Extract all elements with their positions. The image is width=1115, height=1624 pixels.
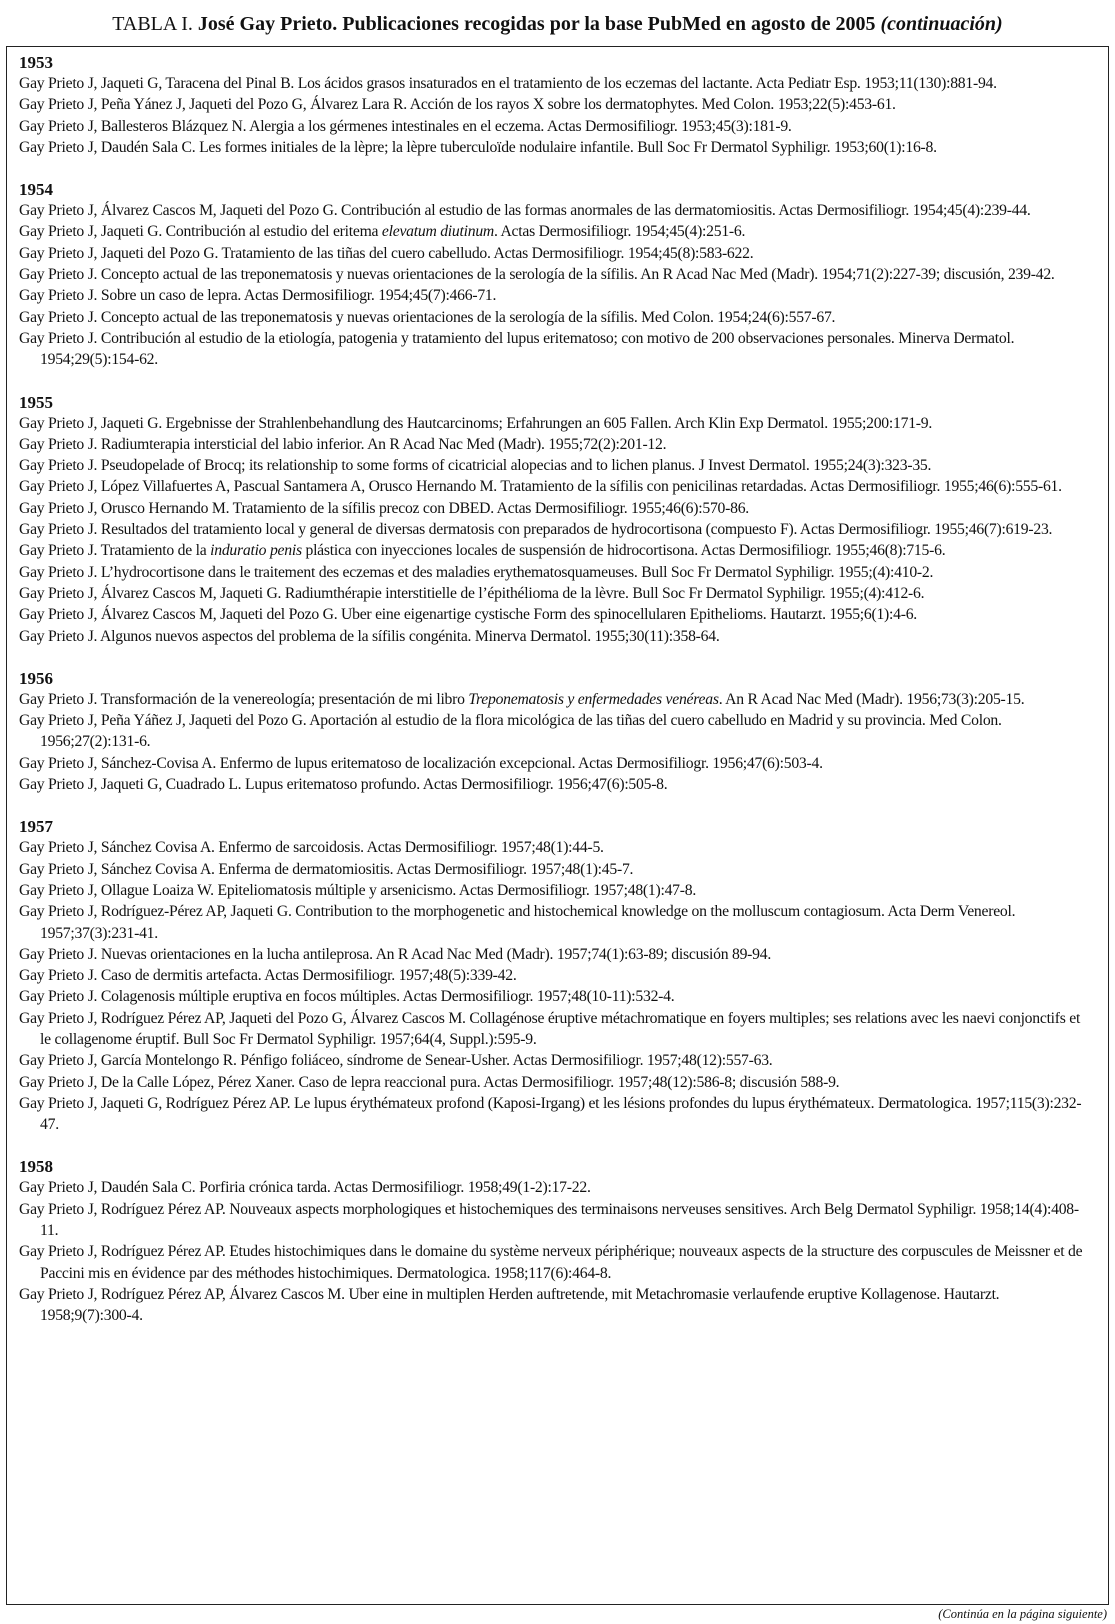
publication-entry: Gay Prieto J, Sánchez Covisa A. Enfermo de sarcoidosis. Actas Dermosifiliogr. 1957;48(1):44-5.	[19, 839, 604, 857]
publication-entry: Gay Prieto J. Colagenosis múltiple eruptiva en focos múltiples. Actas Dermosifiliogr. 1957;48(10-11):532-4.	[19, 988, 675, 1006]
publication-entry: Gay Prieto J, García Montelongo R. Pénfigo foliáceo, síndrome de Senear-Usher. Actas Dermosifiliogr. 1957;48(12):557-63.	[19, 1052, 773, 1070]
publication-entry: Gay Prieto J, Rodríguez-Pérez AP, Jaqueti G. Contribution to the morphogenetic and histochemical knowledge on the molluscum contagiosum. Acta Derm Venereol. 1957;37(3):231-41.	[19, 903, 1016, 942]
year-heading: 1957	[19, 817, 53, 837]
table-caption: José Gay Prieto. Publicaciones recogidas por la base PubMed en agosto de 2005	[197, 13, 876, 35]
publication-entry: Gay Prieto J. Concepto actual de las treponematosis y nuevas orientaciones de la serología de la sífilis. Med Colon. 1954;24(6):557-67.	[19, 308, 836, 326]
year-section	[19, 669, 1094, 795]
publication-entry: Gay Prieto J, Daudén Sala C. Porfiria crónica tarda. Actas Dermosifiliogr. 1958;49(1-2):17-22.	[19, 1179, 591, 1197]
publication-entry: Gay Prieto J, Sánchez Covisa A. Enferma de dermatomiositis. Actas Dermosifiliogr. 1957;48(1):45-7.	[19, 860, 634, 878]
publication-entry: Gay Prieto J, Daudén Sala C. Les formes initiales de la lèpre; la lèpre tuberculoïde nodulaire infantile. Bull Soc Fr Dermatol Syphiligr. 1953;60(1):16-8.	[19, 138, 937, 156]
publication-entry: Gay Prieto J, Álvarez Cascos M, Jaqueti del Pozo G. Contribución al estudio de las formas anormales de las dermatomiositis. Actas Dermosifiliogr. 1954;45(4):239-44.	[19, 202, 1031, 220]
publication-entry: Gay Prieto J, Ollague Loaiza W. Epiteliomatosis múltiple y arsenicismo. Actas Dermosifiliogr. 1957;48(1):47-8.	[19, 881, 697, 899]
table-title	[0, 10, 1115, 38]
publication-entry: Gay Prieto J, Álvarez Cascos M, Jaqueti del Pozo G. Uber eine eigenartige cystische Form des spinocellularen Epithelioms. Hautarzt. 1955;6(1):4-6.	[19, 606, 917, 624]
year-section	[19, 180, 1094, 370]
publication-entry: Gay Prieto J, Rodríguez Pérez AP. Nouveaux aspects morphologiques et histochemiques des terminaisons nerveuses sensitives. Arch Belg Dermatol Syphiligr. 1958;14(4):408-11.	[19, 1200, 1079, 1240]
entry-text: . An R Acad Nac Med (Madr). 1956;73(3):205-15.	[718, 690, 1025, 708]
publication-entry	[19, 540, 1094, 561]
publication-entry: Gay Prieto J. Pseudopelade of Brocq; its relationship to some forms of cicatricial alopecias and to lichen planus. J Invest Dermatol. 1955;24(3):323-35.	[19, 457, 932, 475]
entry-text: plástica con inyecciones locales de suspensión de hidrocortisona. Actas Dermosifiliogr. 1955;46(8):715-6.	[301, 542, 946, 560]
entry-text: Gay Prieto J. Tratamiento de la	[19, 542, 211, 560]
publication-entry: Gay Prieto J, López Villafuertes A, Pascual Santamera A, Orusco Hernando M. Tratamiento de la sífilis con penicilinas retardadas. Actas Dermosifiliogr. 1955;46(6):555-61.	[19, 478, 1062, 496]
publication-entry: Gay Prieto J, De la Calle López, Pérez Xaner. Caso de lepra reaccional pura. Actas Dermosifiliogr. 1957;48(12):586-8; discusión 588-9.	[19, 1073, 840, 1091]
publication-entry	[19, 221, 1094, 242]
publication-entry: Gay Prieto J, Orusco Hernando M. Tratamiento de la sífilis precoz con DBED. Actas Dermosifiliogr. 1955;46(6):570-86.	[19, 499, 749, 517]
publication-entry: Gay Prieto J. Resultados del tratamiento local y general de diversas dermatosis con preparados de hydrocortisona (compuesto F). Actas Dermosifiliogr. 1955;46(7):619-23.	[19, 521, 1053, 539]
year-section	[19, 393, 1094, 647]
year-heading: 1955	[19, 392, 53, 412]
year-heading: 1954	[19, 180, 53, 200]
publication-entry	[19, 689, 1094, 710]
publication-entry: Gay Prieto J, Jaqueti G. Ergebnisse der Strahlenbehandlung des Hautcarcinoms; Erfahrungen an 605 Fallen. Arch Klin Exp Dermatol. 1955;200:171-9.	[19, 414, 933, 432]
publication-entry: Gay Prieto J. Radiumterapia intersticial del labio inferior. An R Acad Nac Med (Madr). 1955;72(2):201-12.	[19, 435, 667, 453]
publication-entry: Gay Prieto J, Jaqueti G, Taracena del Pinal B. Los ácidos grasos insaturados en el tratamiento de los eczemas del lactante. Acta Pediatr Esp. 1953;11(130):881-94.	[19, 75, 997, 92]
publication-entry: Gay Prieto J. L’hydrocortisone dans le traitement des eczemas et des maladies erythematosquameuses. Bull Soc Fr Dermatol Syphiligr. 1955;(4):410-2.	[19, 563, 934, 581]
year-heading: 1956	[19, 668, 53, 688]
continuation-note: (continuación)	[880, 13, 1003, 35]
publications-table	[6, 46, 1109, 1605]
publication-entry: Gay Prieto J, Jaqueti del Pozo G. Tratamiento de las tiñas del cuero cabelludo. Actas Dermosifiliogr. 1954;45(8):583-622.	[19, 244, 754, 262]
publication-entry: Gay Prieto J, Sánchez-Covisa A. Enfermo de lupus eritematoso de localización excepcional. Actas Dermosifiliogr. 1956;47(6):503-4.	[19, 754, 823, 772]
table-label: TABLA I.	[112, 13, 193, 35]
publication-entry: Gay Prieto J, Jaqueti G, Rodríguez Pérez AP. Le lupus érythémateux profond (Kaposi-Irgang) et les lésions profondes du lupus érythémateux. Dermatologica. 1957;115(3):232-47.	[19, 1094, 1082, 1134]
publication-entry: Gay Prieto J. Caso de dermitis artefacta. Actas Dermosifiliogr. 1957;48(5):339-42.	[19, 967, 517, 985]
publication-entry: Gay Prieto J, Rodríguez Pérez AP, Álvarez Cascos M. Uber eine in multiplen Herden auftretende, mit Metachromasie verlaufende eruptive Kollagenose. Hautarzt. 1958;9(7):300-4.	[19, 1285, 1000, 1325]
entry-italic-term: induratio penis	[210, 542, 302, 560]
publication-entry: Gay Prieto J. Contribución al estudio de la etiología, patogenia y tratamiento del lupus eritematoso; con motivo de 200 observaciones personales. Minerva Dermatol. 1954;29(5):154-62.	[19, 329, 1015, 369]
year-section	[19, 817, 1094, 1135]
publication-entry: Gay Prieto J. Concepto actual de las treponematosis y nuevas orientaciones de la serología de la sífilis. An R Acad Nac Med (Madr). 1954;71(2):227-39; discusión, 239-42.	[19, 266, 1055, 284]
publication-entry: Gay Prieto J. Algunos nuevos aspectos del problema de la sífilis congénita. Minerva Dermatol. 1955;30(11):358-64.	[19, 627, 720, 645]
entry-text: Gay Prieto J. Transformación de la venereología; presentación de mi libro	[19, 690, 469, 708]
publication-entry: Gay Prieto J, Peña Yánez J, Jaqueti del Pozo G, Álvarez Lara R. Acción de los rayos X sobre los dermatophytes. Med Colon. 1953;22(5):453-61.	[19, 96, 896, 114]
publication-entry: Gay Prieto J, Peña Yáñez J, Jaqueti del Pozo G. Aportación al estudio de la flora micológica de las tiñas del cuero cabelludo en Madrid y su provincia. Med Colon. 1956;27(2):131-6.	[19, 712, 1002, 751]
year-heading: 1953	[19, 53, 53, 72]
year-section	[19, 1157, 1094, 1326]
entry-text: Gay Prieto J, Jaqueti G. Contribución al estudio del eritema	[19, 223, 382, 241]
year-section	[19, 53, 1094, 158]
entry-italic-term: elevatum diutinum	[381, 223, 494, 241]
entry-italic-term: Treponematosis y enfermedades venéreas	[468, 690, 719, 708]
continued-footer: (Continúa en la página siguiente)	[938, 1607, 1107, 1621]
publication-entry: Gay Prieto J. Nuevas orientaciones en la lucha antileprosa. An R Acad Nac Med (Madr). 1957;74(1):63-89; discusión 89-94.	[19, 945, 772, 963]
publication-entry: Gay Prieto J, Rodríguez Pérez AP, Jaqueti del Pozo G, Álvarez Cascos M. Collagénose éruptive métachromatique en foyers multiples; ses relations avec les naevi conjonctifs et le collagenome éruptif. Bull Soc Fr Dermatol Syphiligr. 1957;64(4, Suppl.):595-9.	[19, 1009, 1081, 1048]
publication-entry: Gay Prieto J, Ballesteros Blázquez N. Alergia a los gérmenes intestinales en el eczema. Actas Dermosifiliogr. 1953;45(3):181-9.	[19, 117, 792, 135]
publication-entry: Gay Prieto J, Rodríguez Pérez AP. Etudes histochimiques dans le domaine du système nerveux périphérique; nouveaux aspects de la structure des corpuscules de Meissner et de Paccini mis en évidence par des méthodes histochimiques. Dermatologica. 1958;117(6):464-8.	[19, 1243, 1083, 1282]
publication-entry: Gay Prieto J, Jaqueti G, Cuadrado L. Lupus eritematoso profundo. Actas Dermosifiliogr. 1956;47(6):505-8.	[19, 776, 668, 794]
year-heading: 1958	[19, 1157, 53, 1177]
entry-text: . Actas Dermosifiliogr. 1954;45(4):251-6.	[494, 223, 746, 241]
publication-entry: Gay Prieto J, Álvarez Cascos M, Jaqueti G. Radiumthérapie interstitielle de l’épithélioma de la lèvre. Bull Soc Fr Dermatol Syphiligr. 1955;(4):412-6.	[19, 584, 925, 602]
publication-entry: Gay Prieto J. Sobre un caso de lepra. Actas Dermosifiliogr. 1954;45(7):466-71.	[19, 287, 497, 305]
